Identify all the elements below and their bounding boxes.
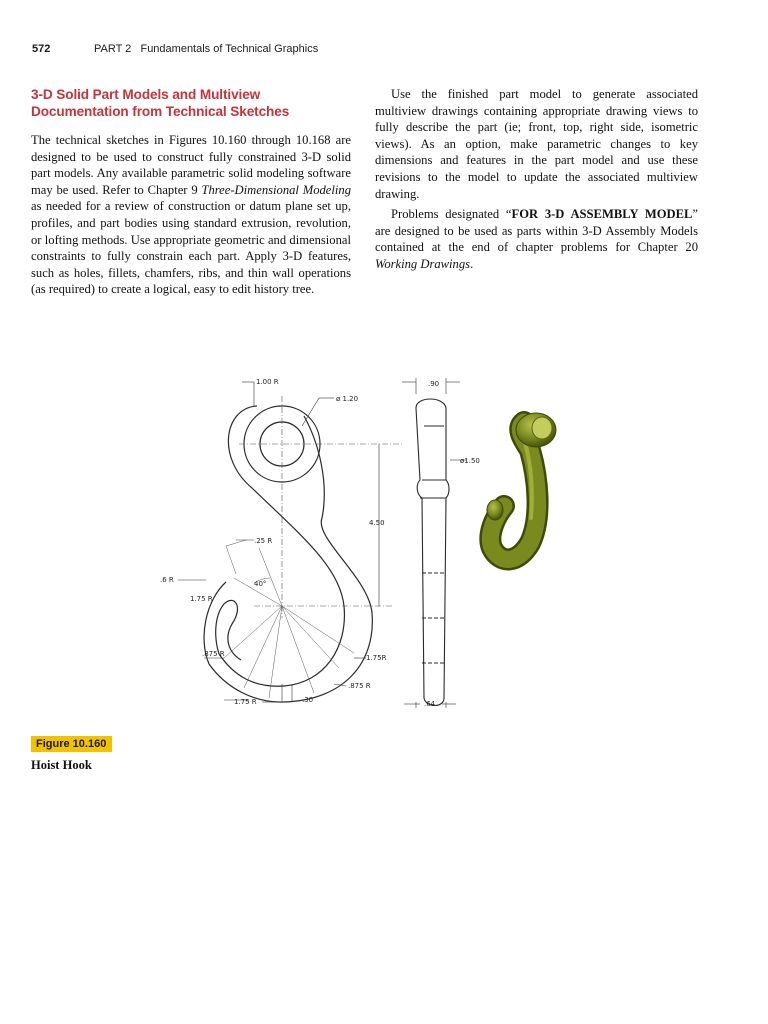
dim-875-r-b: .875 R bbox=[348, 682, 371, 690]
p2-mid: ” are designed to be used as parts within 3-D Assembly Models contained at the end of chapter problems for Chapter 20 bbox=[375, 207, 699, 255]
dim-1-75-r-c: 1.75 R bbox=[234, 698, 257, 706]
working-drawings-reference: Working Drawings bbox=[375, 256, 471, 271]
figure-caption: Hoist Hook bbox=[31, 758, 92, 772]
dim-875-r-a: .875 R bbox=[202, 650, 225, 658]
section-heading-line2: Documentation from Technical Sketches bbox=[31, 104, 290, 119]
dim-25-r: .25 R bbox=[254, 537, 273, 545]
running-head bbox=[32, 43, 318, 61]
section-heading bbox=[31, 86, 351, 120]
dim-90: .90 bbox=[428, 380, 440, 388]
p2-end: . bbox=[470, 256, 474, 271]
dim-dia-1-50: ø1.50 bbox=[460, 457, 480, 465]
dim-4-50: 4.50 bbox=[369, 519, 385, 527]
right-paragraph-2 bbox=[375, 206, 698, 272]
dim-64: .64 bbox=[424, 700, 436, 708]
assembly-designation: FOR 3-D ASSEMBLY MODEL bbox=[511, 207, 693, 222]
figure-background bbox=[154, 368, 572, 720]
dim-1-75-r-a: 1.75 R bbox=[190, 595, 213, 603]
right-column bbox=[375, 86, 698, 273]
part-number: PART 2 bbox=[94, 43, 132, 55]
dim-30: .30 bbox=[302, 696, 314, 704]
left-paragraph-intro: The technical sketches in Figures 10.160 through 10.168 are designed to be used to construct fully constrained 3-D solid part models. Any available parametric solid modeling software may be used. Refer to Chapter 9 bbox=[31, 133, 351, 197]
right-paragraph-1: Use the finished part model to generate associated multiview drawings containing appropriate drawing views to fully describe the part (ie; front, top, right side, isometric views). As an option, make parametric changes to key dimensions and features in the part model and use these revisions to the model to update the associated multiview drawing. bbox=[375, 87, 698, 201]
page-number: 572 bbox=[32, 43, 51, 55]
section-heading-line1: 3-D Solid Part Models and Multiview bbox=[31, 87, 261, 102]
left-paragraph bbox=[31, 132, 351, 298]
dim-dia-1-20: ø 1.20 bbox=[336, 395, 359, 403]
dim-1-00-r: 1.00 R bbox=[256, 378, 279, 386]
left-paragraph-rest: as needed for a review of construction or datum plane set up, profiles, and part bodies using standard extrusion, revolution, or lofting methods. Use appropriate geometric and dimensional constraints to fully constrain each part. Apply 3-D features, such as holes, fillets, chamfers, ribs, and thin wall operations (as required) to create a logical, easy to edit history tree. bbox=[31, 199, 351, 297]
p2-start: Problems designated “ bbox=[391, 207, 512, 222]
dim-6-r: .6 R bbox=[160, 576, 174, 584]
dim-40-deg: 40° bbox=[254, 580, 267, 588]
hoist-hook-sketch bbox=[154, 368, 572, 720]
part-label bbox=[94, 43, 318, 55]
chapter-reference: Three-Dimensional Modeling bbox=[201, 182, 351, 197]
dim-1-75-r-b: 1.75R bbox=[366, 654, 387, 662]
left-column bbox=[31, 86, 351, 298]
figure-label: Figure 10.160 bbox=[31, 736, 112, 752]
part-title: Fundamentals of Technical Graphics bbox=[140, 43, 319, 55]
hoist-hook-figure bbox=[154, 368, 572, 720]
